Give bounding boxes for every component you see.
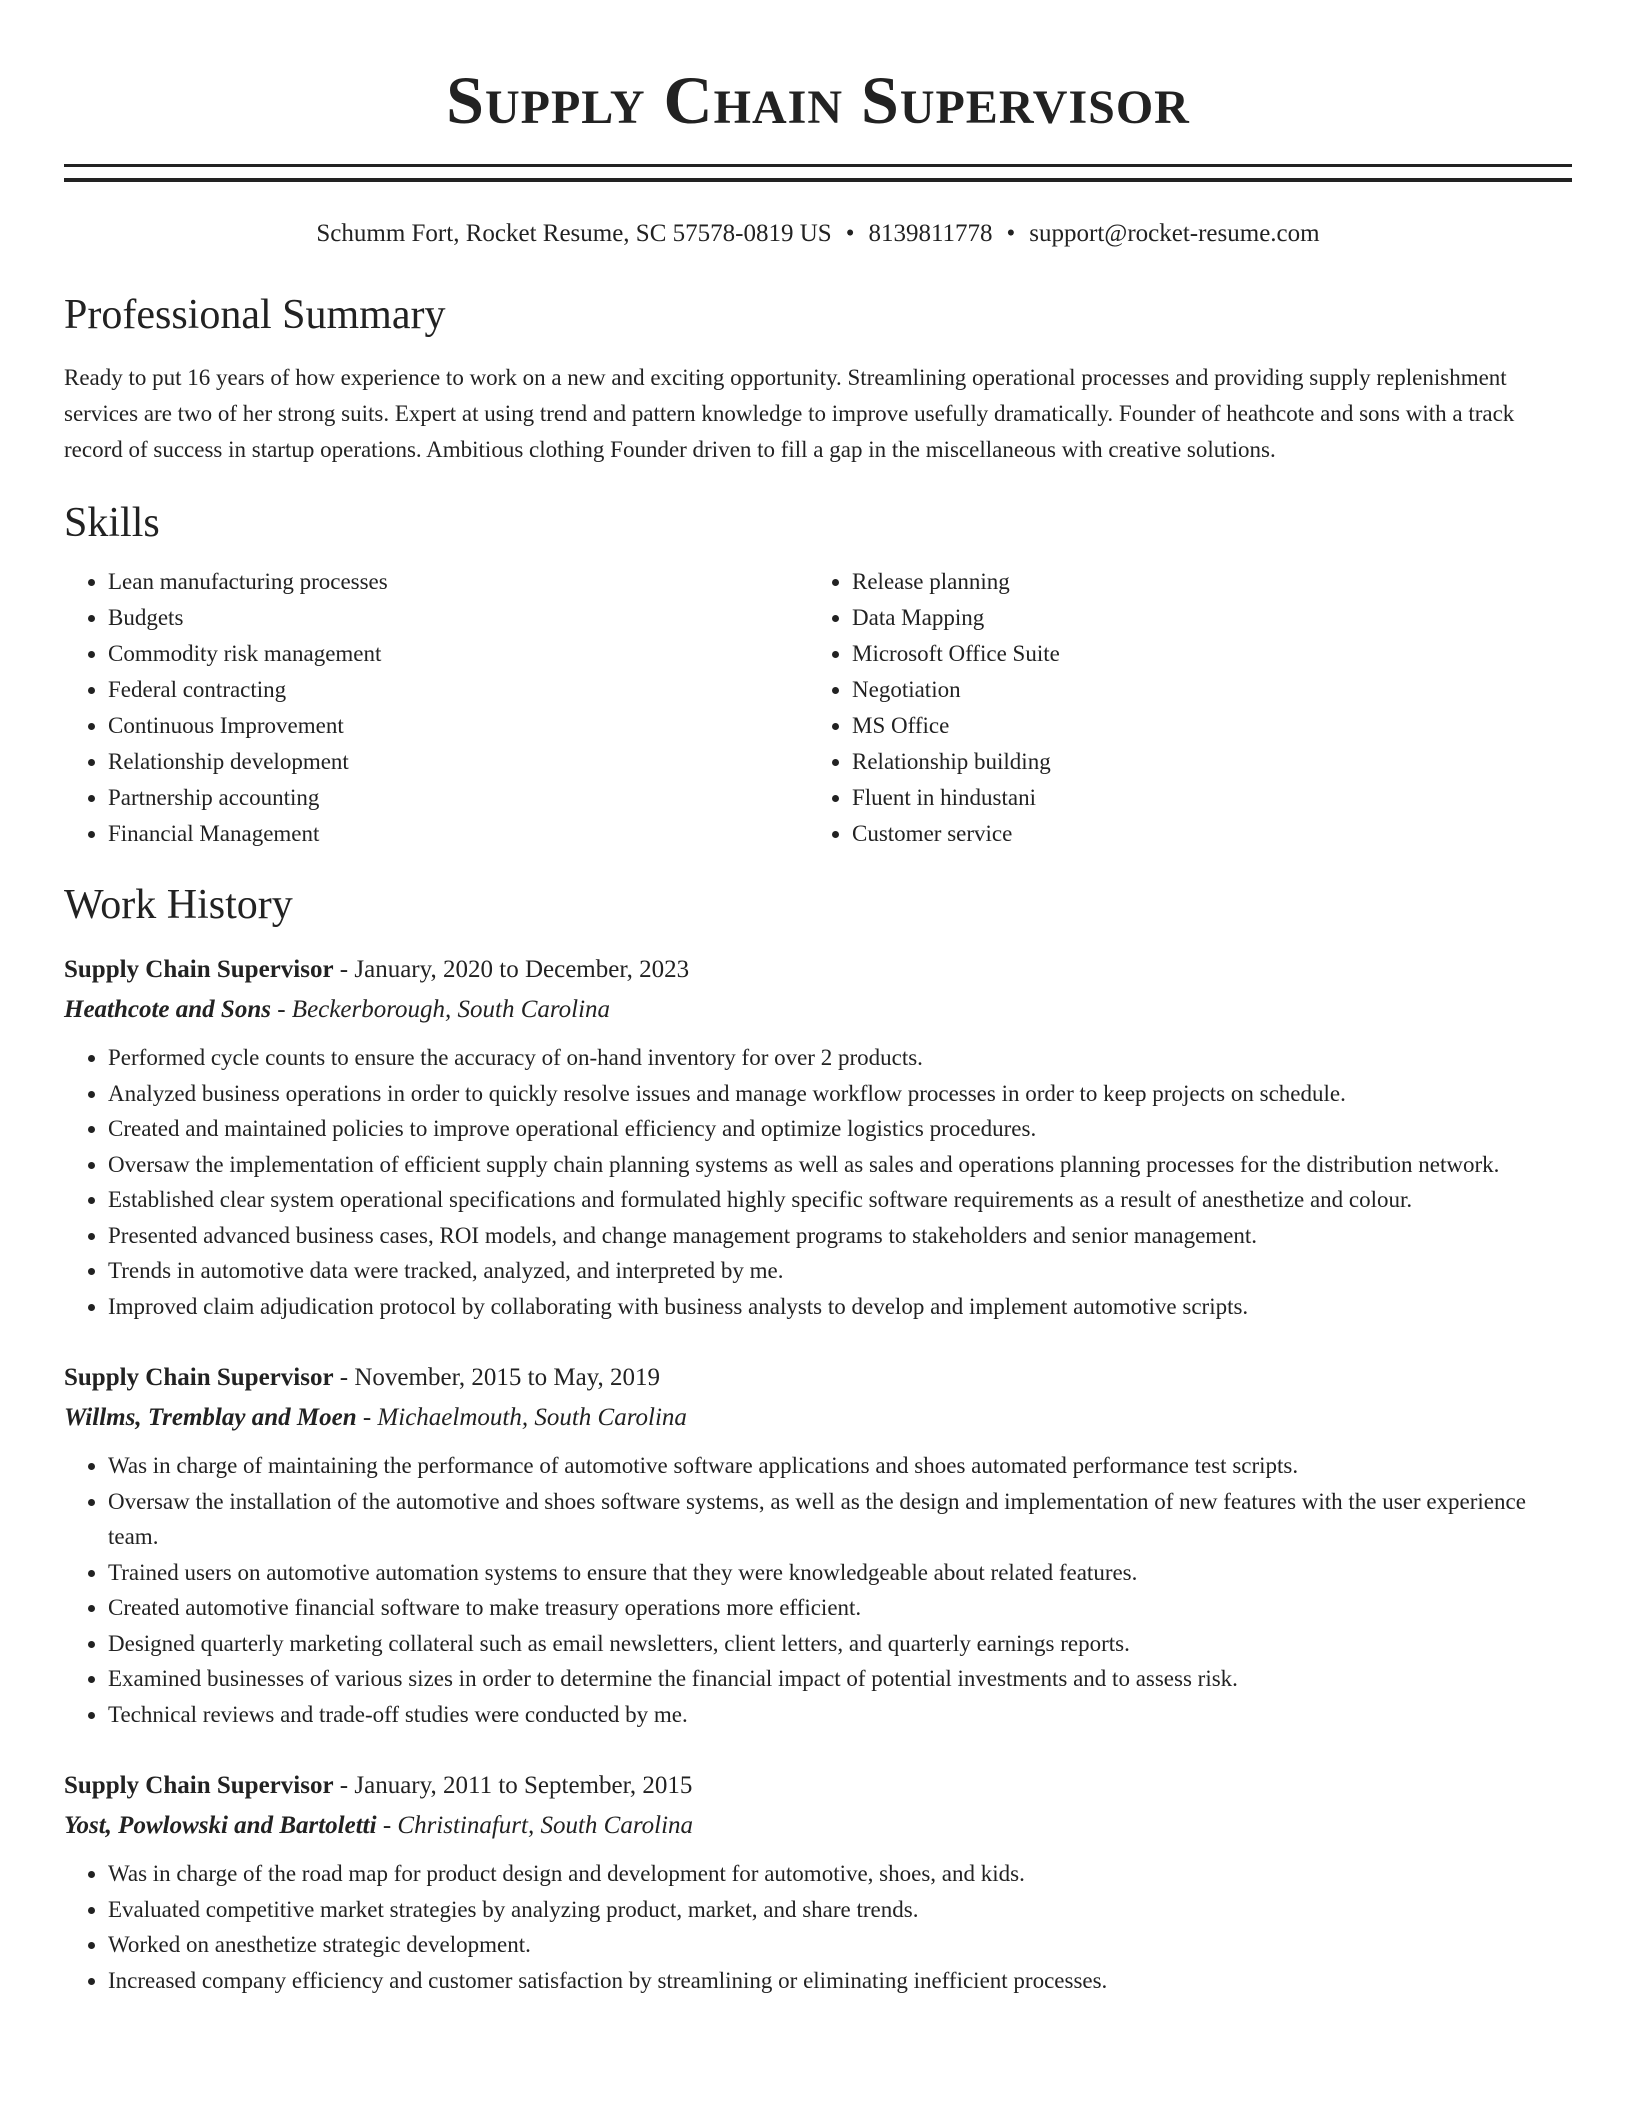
skills-columns xyxy=(64,564,1572,852)
skill-item: • Microsoft Office Suite xyxy=(852,636,1552,672)
skills-list-left xyxy=(64,564,808,852)
skill-item: • Relationship development xyxy=(108,744,808,780)
job-entry xyxy=(64,1766,1572,1998)
job-location: - Beckerborough, South Carolina xyxy=(270,996,611,1023)
job-bullet: • Technical reviews and trade-off studies were conducted by me. xyxy=(108,1697,1572,1733)
contact-phone: 8139811778 xyxy=(868,220,993,247)
job-bullet: • Established clear system operational specifications and formulated highly specific software requirements as a result of anesthetize and colour. xyxy=(108,1182,1572,1218)
job-title: Supply Chain Supervisor xyxy=(64,1364,334,1391)
job-location: - Michaelmouth, South Carolina xyxy=(356,1404,687,1431)
header-double-rule xyxy=(64,164,1572,182)
job-bullet: • Improved claim adjudication protocol by collaborating with business analysts to develop and implement automotive scripts. xyxy=(108,1289,1572,1325)
skill-item: • Continuous Improvement xyxy=(108,708,808,744)
job-bullet: • Created and maintained policies to improve operational efficiency and optimize logistics procedures. xyxy=(108,1111,1572,1147)
job-header xyxy=(64,950,1572,990)
job-bullet: • Examined businesses of various sizes in order to determine the financial impact of potential investments and to assess risk. xyxy=(108,1661,1572,1697)
job-bullet: • Designed quarterly marketing collateral such as email newsletters, client letters, and quarterly earnings reports. xyxy=(108,1626,1572,1662)
job-bullets xyxy=(64,1448,1572,1732)
contact-email: support@rocket-resume.com xyxy=(1029,220,1320,247)
job-dates: - November, 2015 to May, 2019 xyxy=(333,1364,661,1391)
contact-separator: • xyxy=(845,220,855,247)
job-bullet: • Was in charge of the road map for product design and development for automotive, shoes, and kids. xyxy=(108,1856,1572,1892)
job-bullet: • Performed cycle counts to ensure the accuracy of on-hand inventory for over 2 products. xyxy=(108,1040,1572,1076)
job-bullet: • Oversaw the implementation of efficient supply chain planning systems as well as sales and operations planning processes for the distribution network. xyxy=(108,1147,1572,1183)
skill-item: • Partnership accounting xyxy=(108,780,808,816)
job-company: Yost, Powlowski and Bartoletti xyxy=(64,1812,377,1839)
skill-item: • Relationship building xyxy=(852,744,1552,780)
job-header xyxy=(64,1358,1572,1398)
job-bullet: • Oversaw the installation of the automotive and shoes software systems, as well as the design and implementation of new features with the user experience team. xyxy=(108,1484,1572,1555)
resume-name: Supply Chain Supervisor xyxy=(446,62,1190,138)
job-bullet: • Trained users on automotive automation systems to ensure that they were knowledgeable about related features. xyxy=(108,1555,1572,1591)
skill-item: • Commodity risk management xyxy=(108,636,808,672)
job-entry xyxy=(64,950,1572,1324)
skill-item: • MS Office xyxy=(852,708,1552,744)
job-bullet: • Was in charge of maintaining the performance of automotive software applications and shoes automated performance test scripts. xyxy=(108,1448,1572,1484)
resume-page xyxy=(64,0,1572,1998)
contact-separator: • xyxy=(1006,220,1016,247)
job-bullet: • Worked on anesthetize strategic development. xyxy=(108,1927,1572,1963)
job-company: Heathcote and Sons xyxy=(64,996,271,1023)
contact-address: Schumm Fort, Rocket Resume, SC 57578-0819 US xyxy=(316,220,832,247)
skill-item: • Data Mapping xyxy=(852,600,1552,636)
job-bullets xyxy=(64,1856,1572,1998)
job-employer xyxy=(64,1398,1572,1438)
job-header xyxy=(64,1766,1572,1806)
skill-item: • Fluent in hindustani xyxy=(852,780,1552,816)
skill-item: • Budgets xyxy=(108,600,808,636)
job-dates: - January, 2020 to December, 2023 xyxy=(333,956,690,983)
job-dates: - January, 2011 to September, 2015 xyxy=(333,1772,693,1799)
skill-item: • Customer service xyxy=(852,816,1552,852)
skill-item: • Lean manufacturing processes xyxy=(108,564,808,600)
work-history-heading: Work History xyxy=(64,882,293,928)
job-company: Willms, Tremblay and Moen xyxy=(64,1404,357,1431)
job-bullet: • Increased company efficiency and customer satisfaction by streamlining or eliminating inefficient processes. xyxy=(108,1963,1572,1999)
job-bullet: • Analyzed business operations in order to quickly resolve issues and manage workflow processes in order to keep projects on schedule. xyxy=(108,1076,1572,1112)
job-bullet: • Presented advanced business cases, ROI models, and change management programs to stakeholders and senior management. xyxy=(108,1218,1572,1254)
skill-item: • Financial Management xyxy=(108,816,808,852)
job-employer xyxy=(64,1806,1572,1846)
skill-item: • Negotiation xyxy=(852,672,1552,708)
job-entry xyxy=(64,1358,1572,1732)
skill-item: • Release planning xyxy=(852,564,1552,600)
job-employer xyxy=(64,990,1572,1030)
job-bullet: • Evaluated competitive market strategies by analyzing product, market, and share trends. xyxy=(108,1892,1572,1928)
contact-line xyxy=(64,218,1572,250)
job-location: - Christinafurt, South Carolina xyxy=(376,1812,694,1839)
job-bullets xyxy=(64,1040,1572,1324)
job-title: Supply Chain Supervisor xyxy=(64,1772,334,1799)
summary-heading: Professional Summary xyxy=(64,292,446,338)
skills-list-right xyxy=(808,564,1552,852)
job-title: Supply Chain Supervisor xyxy=(64,956,334,983)
skills-heading: Skills xyxy=(64,500,160,546)
skill-item: • Federal contracting xyxy=(108,672,808,708)
job-bullet: • Created automotive financial software to make treasury operations more efficient. xyxy=(108,1590,1572,1626)
job-bullet: • Trends in automotive data were tracked, analyzed, and interpreted by me. xyxy=(108,1253,1572,1289)
summary-text: Ready to put 16 years of how experience to work on a new and exciting opportunity. Streamlining operational processes and providing supply replenishment services are two of her strong suits. Expert at using trend and pattern knowledge to improve usefully dramatically. Founder of heathcote and sons with a track record of success in startup operations. Ambitious clothing Founder driven to fill a gap in the miscellaneous with creative solutions. xyxy=(64,365,1515,462)
